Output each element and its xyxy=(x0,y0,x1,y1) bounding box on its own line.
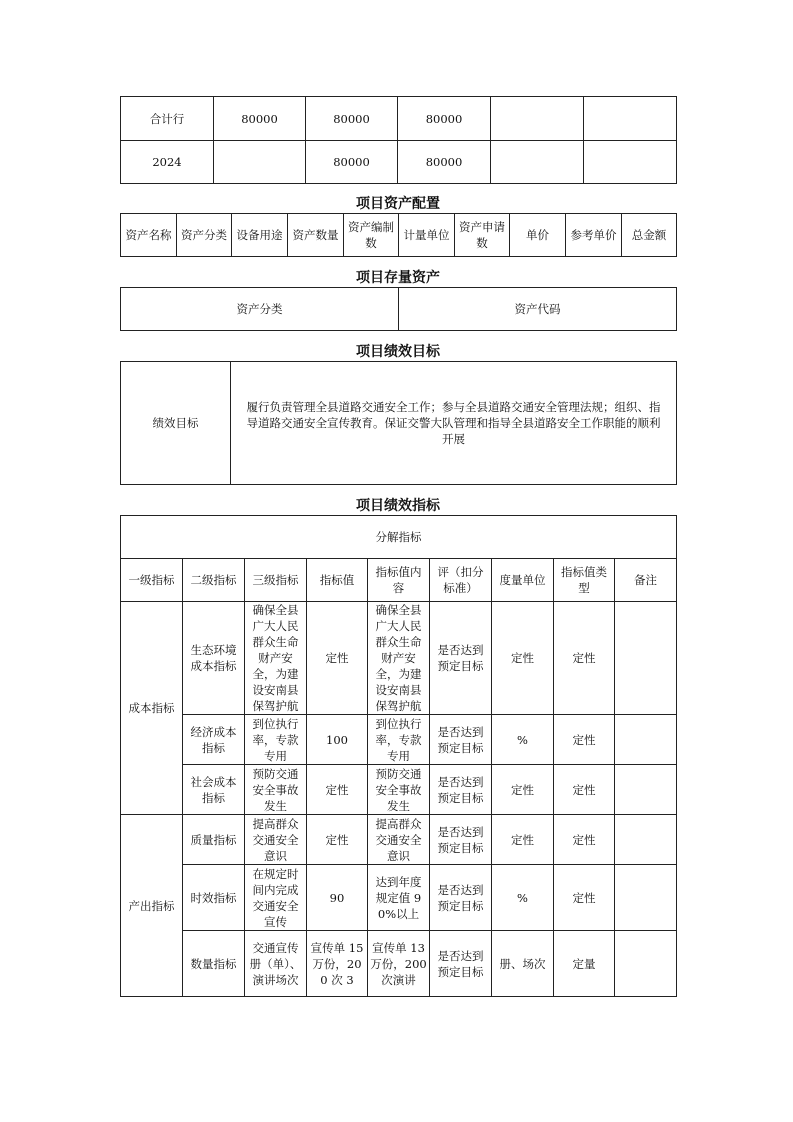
column-header: 资产代码 xyxy=(399,288,677,331)
criteria-cell: 是否达到预定目标 xyxy=(430,765,492,815)
level3-cell: 确保全县广大人民群众生命财产安全，为建设安南县保驾护航 xyxy=(245,602,307,715)
goal-label: 绩效目标 xyxy=(121,362,231,485)
level3-cell: 在规定时间内完成交通安全宣传 xyxy=(245,865,307,931)
stock-assets-title: 项目存量资产 xyxy=(356,270,440,286)
table-row xyxy=(121,715,677,765)
table-cell xyxy=(491,141,584,184)
column-header: 指标值 xyxy=(307,559,368,602)
column-header: 资产编制数 xyxy=(344,214,399,257)
column-header: 评（扣分标准） xyxy=(430,559,492,602)
criteria-cell: 是否达到预定目标 xyxy=(430,602,492,715)
table-cell xyxy=(584,141,677,184)
column-header: 指标值内容 xyxy=(368,559,430,602)
table-cell: 80000 xyxy=(398,141,491,184)
section-header-row xyxy=(121,516,677,559)
section-header: 分解指标 xyxy=(121,516,677,559)
column-header: 单价 xyxy=(510,214,566,257)
content-cell: 宣传单 13 万份，200 次演讲 xyxy=(368,931,430,997)
table-row xyxy=(121,815,677,865)
type-cell: 定性 xyxy=(554,602,615,715)
level1-cell: 成本指标 xyxy=(121,602,183,815)
level2-cell: 时效指标 xyxy=(183,865,245,931)
criteria-cell: 是否达到预定目标 xyxy=(430,865,492,931)
level3-cell: 提高群众交通安全意识 xyxy=(245,815,307,865)
unit-cell: % xyxy=(492,715,554,765)
content-cell: 达到年度规定值 90%以上 xyxy=(368,865,430,931)
level2-cell: 社会成本指标 xyxy=(183,765,245,815)
table-cell xyxy=(214,141,306,184)
column-header: 资产名称 xyxy=(121,214,177,257)
criteria-cell: 是否达到预定目标 xyxy=(430,815,492,865)
content-cell: 提高群众交通安全意识 xyxy=(368,815,430,865)
type-cell: 定性 xyxy=(554,815,615,865)
level2-cell: 经济成本指标 xyxy=(183,715,245,765)
column-header: 资产分类 xyxy=(177,214,232,257)
content-cell: 预防交通安全事故发生 xyxy=(368,765,430,815)
goal-content: 履行负责管理全县道路交通安全工作；参与全县道路交通安全管理法规；组织、指导道路交通安全宣传教育。保证交警大队管理和指导全县道路安全工作职能的顺利开展 xyxy=(231,362,677,485)
table-row xyxy=(121,97,677,141)
column-header: 参考单价 xyxy=(566,214,622,257)
table-cell: 80000 xyxy=(306,97,398,141)
type-cell: 定性 xyxy=(554,715,615,765)
performance-indicators-title: 项目绩效指标 xyxy=(356,498,440,514)
table-cell xyxy=(584,97,677,141)
performance-indicators-table xyxy=(120,515,677,997)
performance-goal-table xyxy=(120,361,677,485)
value-cell: 90 xyxy=(307,865,368,931)
unit-cell: % xyxy=(492,865,554,931)
table-header-row xyxy=(121,559,677,602)
table-cell xyxy=(491,97,584,141)
level3-cell: 到位执行率，专款专用 xyxy=(245,715,307,765)
column-header: 资产分类 xyxy=(121,288,399,331)
note-cell xyxy=(615,931,677,997)
budget-summary-table xyxy=(120,96,677,184)
table-row xyxy=(121,865,677,931)
note-cell xyxy=(615,865,677,931)
column-header: 指标值类型 xyxy=(554,559,615,602)
level2-cell: 质量指标 xyxy=(183,815,245,865)
value-cell: 宣传单 15 万份，200 次 3 xyxy=(307,931,368,997)
value-cell: 100 xyxy=(307,715,368,765)
type-cell: 定量 xyxy=(554,931,615,997)
table-row xyxy=(121,141,677,184)
table-row xyxy=(121,765,677,815)
note-cell xyxy=(615,602,677,715)
table-cell: 80000 xyxy=(306,141,398,184)
column-header: 资产数量 xyxy=(288,214,344,257)
table-row xyxy=(121,362,677,485)
level3-cell: 交通宣传册（单）、演讲场次 xyxy=(245,931,307,997)
unit-cell: 册、场次 xyxy=(492,931,554,997)
unit-cell: 定性 xyxy=(492,765,554,815)
table-row xyxy=(121,931,677,997)
asset-config-title: 项目资产配置 xyxy=(356,196,440,212)
note-cell xyxy=(615,765,677,815)
performance-goal-title: 项目绩效目标 xyxy=(356,344,440,360)
content-cell: 到位执行率，专款专用 xyxy=(368,715,430,765)
value-cell: 定性 xyxy=(307,602,368,715)
column-header: 设备用途 xyxy=(232,214,288,257)
table-cell: 2024 xyxy=(121,141,214,184)
table-header-row xyxy=(121,214,677,257)
unit-cell: 定性 xyxy=(492,815,554,865)
table-row xyxy=(121,602,677,715)
criteria-cell: 是否达到预定目标 xyxy=(430,931,492,997)
column-header: 备注 xyxy=(615,559,677,602)
level2-cell: 数量指标 xyxy=(183,931,245,997)
stock-assets-table xyxy=(120,287,677,331)
column-header: 度量单位 xyxy=(492,559,554,602)
criteria-cell: 是否达到预定目标 xyxy=(430,715,492,765)
table-cell: 80000 xyxy=(398,97,491,141)
level1-cell: 产出指标 xyxy=(121,815,183,997)
table-header-row xyxy=(121,288,677,331)
column-header: 总金额 xyxy=(622,214,677,257)
value-cell: 定性 xyxy=(307,815,368,865)
column-header: 三级指标 xyxy=(245,559,307,602)
value-cell: 定性 xyxy=(307,765,368,815)
level3-cell: 预防交通安全事故发生 xyxy=(245,765,307,815)
type-cell: 定性 xyxy=(554,865,615,931)
content-cell: 确保全县广大人民群众生命财产安全，为建设安南县保驾护航 xyxy=(368,602,430,715)
column-header: 资产申请数 xyxy=(455,214,510,257)
unit-cell: 定性 xyxy=(492,602,554,715)
table-cell: 80000 xyxy=(214,97,306,141)
level2-cell: 生态环境成本指标 xyxy=(183,602,245,715)
column-header: 二级指标 xyxy=(183,559,245,602)
note-cell xyxy=(615,715,677,765)
asset-config-table xyxy=(120,213,677,257)
column-header: 一级指标 xyxy=(121,559,183,602)
note-cell xyxy=(615,815,677,865)
column-header: 计量单位 xyxy=(399,214,455,257)
type-cell: 定性 xyxy=(554,765,615,815)
table-cell: 合计行 xyxy=(121,97,214,141)
